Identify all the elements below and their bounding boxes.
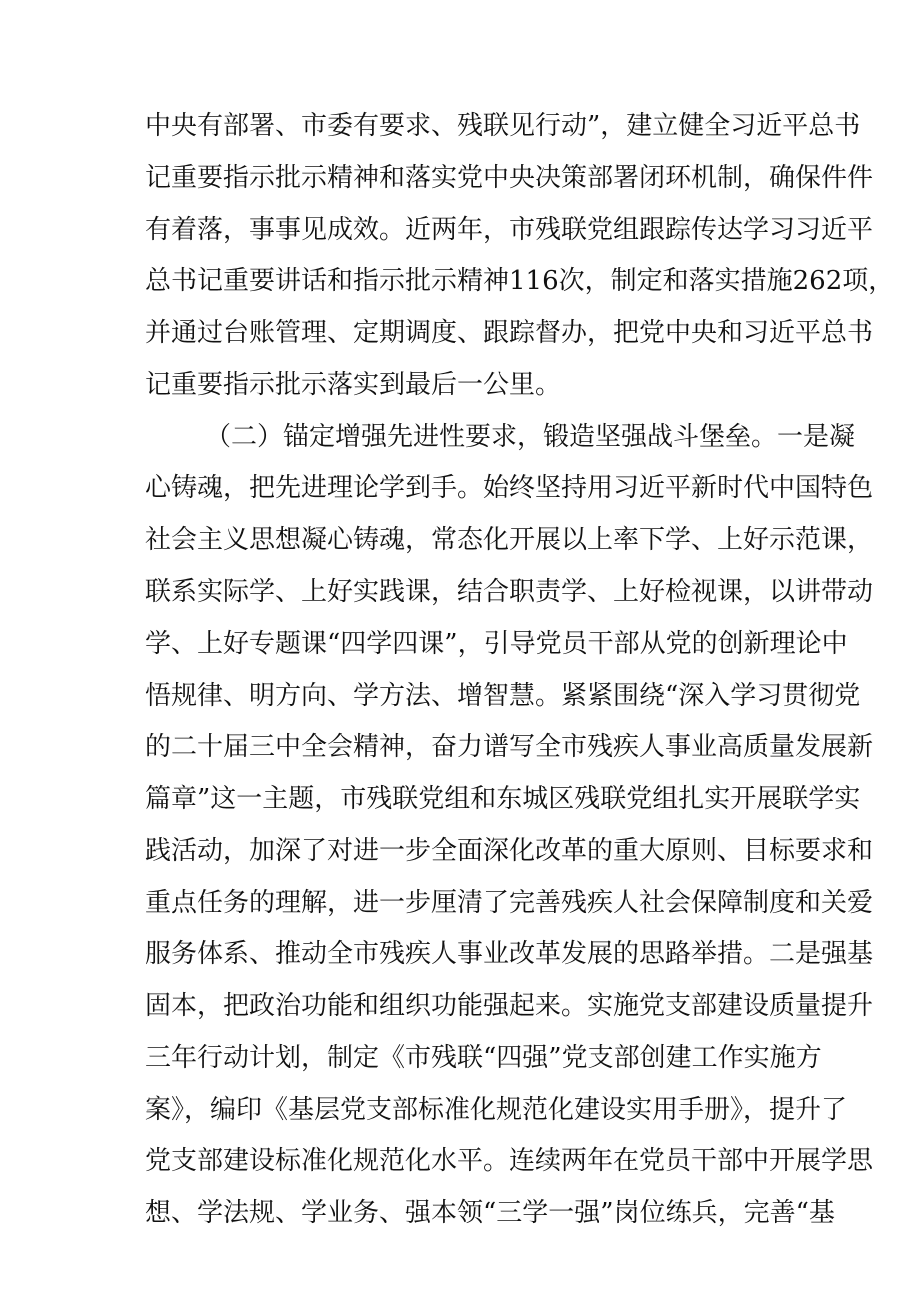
text-line: 重点任务的理解，进一步厘清了完善残疾人社会保障制度和关爱 <box>145 888 874 918</box>
text-line: 总书记重要讲话和指示批示精神116次，制定和落实措施262项， <box>145 266 895 296</box>
text-line: 三年行动计划，制定《市残联“四强”党支部创建工作实施方 <box>145 1043 822 1073</box>
text-line: 有着落，事事见成效。近两年，市残联党组跟踪传达学习习近平 <box>145 215 874 245</box>
text-line: 想、学法规、学业务、强本领“三学一强”岗位练兵，完善“基 <box>145 1198 835 1228</box>
text-line: 社会主义思想凝心铸魂，常态化开展以上率下学、上好示范课， <box>145 525 874 555</box>
text-line: 案》，编印《基层党支部标准化规范化建设实用手册》，提升了 <box>145 1095 848 1125</box>
text-line: 记重要指示批示精神和落实党中央决策部署闭环机制，确保件件 <box>145 163 874 193</box>
text-line: 篇章”这一主题，市残联党组和东城区残联党组扎实开展联学实 <box>145 784 861 814</box>
text-line: 服务体系、推动全市残疾人事业改革发展的思路举措。二是强基 <box>145 939 874 969</box>
section-heading-line: （二）锚定增强先进性要求，锻造坚强战斗堡垒。一是凝 <box>205 422 856 452</box>
text-line: 中央有部署、市委有要求、残联见行动”，建立健全习近平总书 <box>145 111 861 141</box>
text-line: 悟规律、明方向、学方法、增智慧。紧紧围绕“深入学习贯彻党 <box>145 681 861 711</box>
text-line: 固本，把政治功能和组织功能强起来。实施党支部建设质量提升 <box>145 991 874 1021</box>
text-line: 记重要指示批示落实到最后一公里。 <box>145 370 562 400</box>
text-line: 联系实际学、上好实践课，结合职责学、上好检视课，以讲带动 <box>145 577 874 607</box>
text-line: 并通过台账管理、定期调度、跟踪督办，把党中央和习近平总书 <box>145 318 874 348</box>
text-line: 党支部建设标准化规范化水平。连续两年在党员干部中开展学思 <box>145 1146 874 1176</box>
text-line: 践活动，加深了对进一步全面深化改革的重大原则、目标要求和 <box>145 836 874 866</box>
text-line: 心铸魂，把先进理论学到手。始终坚持用习近平新时代中国特色 <box>145 473 874 503</box>
text-line: 的二十届三中全会精神，奋力谱写全市残疾人事业高质量发展新 <box>145 732 874 762</box>
text-line: 学、上好专题课“四学四课”，引导党员干部从党的创新理论中 <box>145 629 848 659</box>
